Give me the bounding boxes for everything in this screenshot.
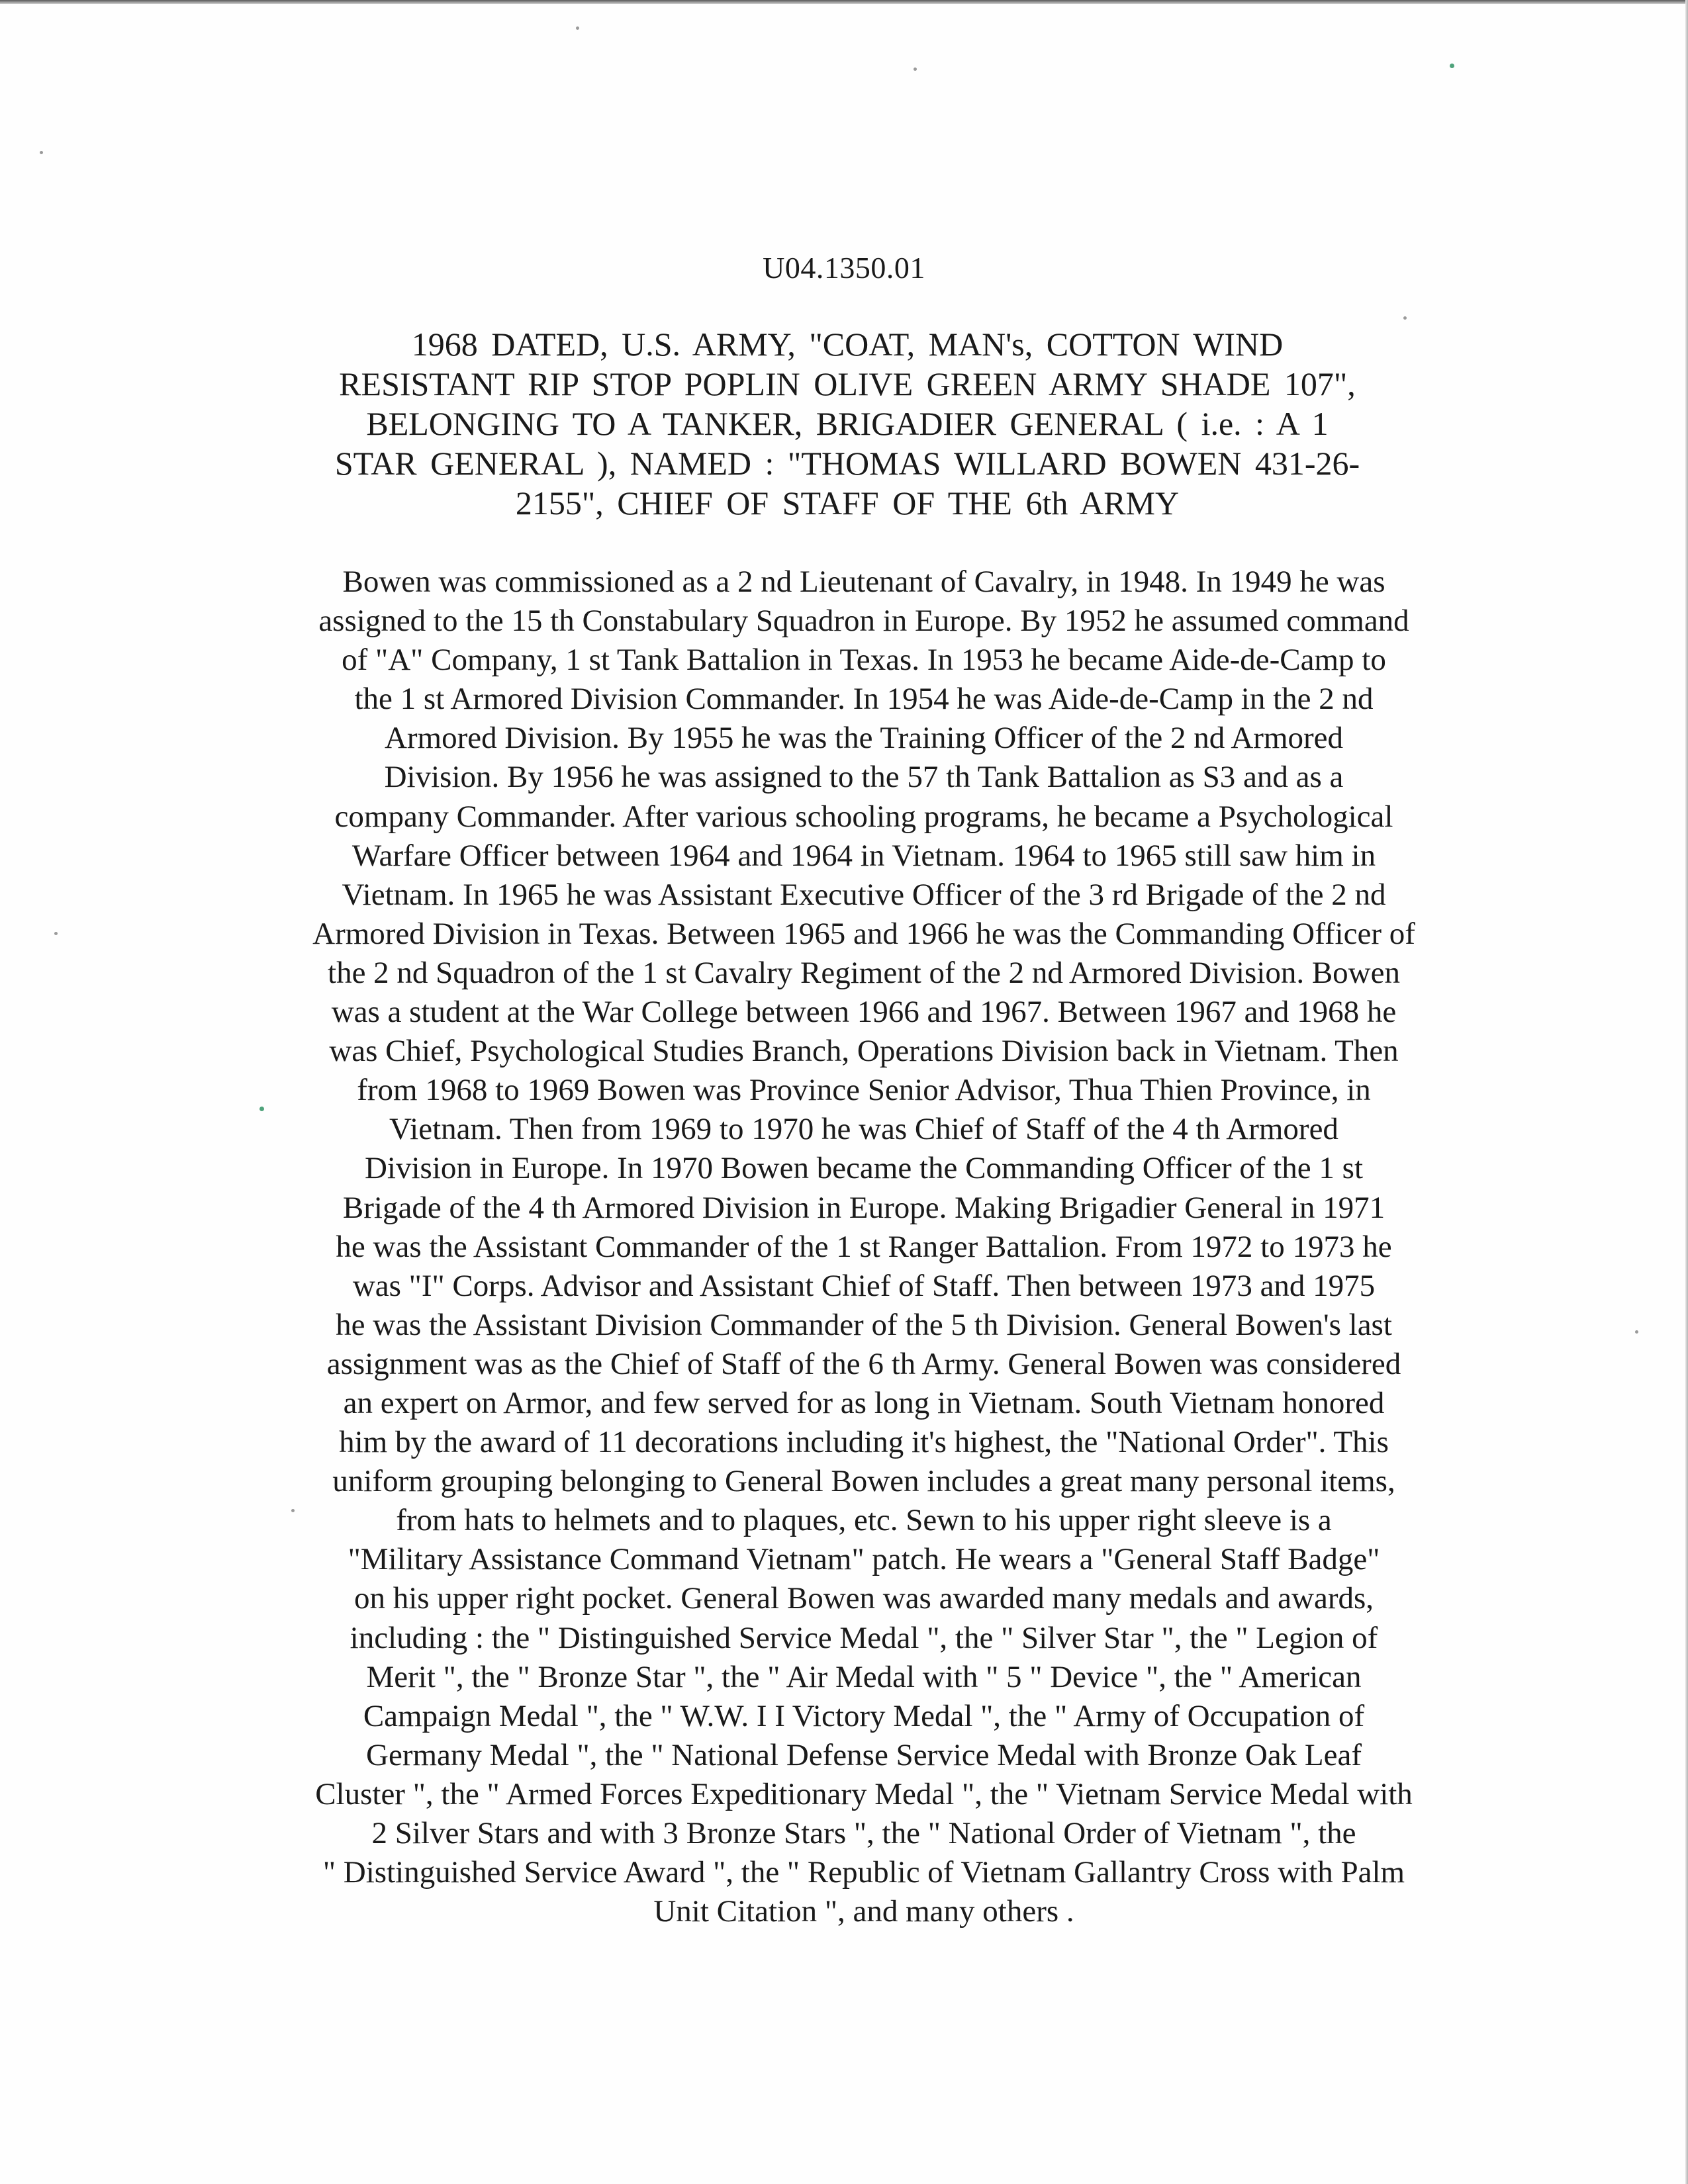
body-line: an expert on Armor, and few served for as long in Vietnam. South Vietnam honored <box>343 1385 1385 1420</box>
body-line: 2 Silver Stars and with 3 Bronze Stars ", the " National Order of Vietnam ", the <box>371 1816 1356 1850</box>
body-line: assigned to the 15 th Constabulary Squadron in Europe. By 1952 he assumed command <box>318 604 1409 639</box>
body-line: was Chief, Psychological Studies Branch, Operations Division back in Vietnam. Then <box>329 1034 1399 1069</box>
body-line: Division in Europe. In 1970 Bowen became the Commanding Officer of the 1 st <box>364 1151 1364 1186</box>
body-line: Armored Division in Texas. Between 1965 and 1966 he was the Commanding Officer of <box>312 916 1415 951</box>
title-line: RESISTANT RIP STOP POPLIN OLIVE GREEN ARMY SHADE 107", <box>339 365 1356 402</box>
document-title <box>265 324 1430 523</box>
body-line: Campaign Medal ", the " W.W. I I Victory Medal ", the " Army of Occupation of <box>363 1698 1365 1733</box>
body-line: including : the " Distinguished Service Medal ", the " Silver Star ", the " Legion of <box>350 1620 1378 1655</box>
body-line: " Distinguished Service Award ", the " Republic of Vietnam Gallantry Cross with Palm <box>322 1855 1405 1890</box>
scan-speck <box>40 151 43 154</box>
title-line: STAR GENERAL ), NAMED : "THOMAS WILLARD BOWEN 431-26- <box>334 445 1360 482</box>
scan-edge-top <box>0 0 1688 4</box>
title-line: 2155", CHIEF OF STAFF OF THE 6th ARMY <box>515 484 1180 522</box>
scan-speck <box>1450 64 1454 68</box>
body-line: Bowen was commissioned as a 2 nd Lieutenant of Cavalry, in 1948. In 1949 he was <box>342 565 1385 599</box>
scan-speck <box>1403 316 1407 320</box>
document-body <box>258 563 1470 1931</box>
scan-speck <box>1635 1330 1638 1334</box>
scan-speck <box>54 932 58 935</box>
body-line: Brigade of the 4 th Armored Division in Europe. Making Brigadier General in 1971 <box>342 1190 1385 1225</box>
title-line: 1968 DATED, U.S. ARMY, "COAT, MAN's, COTTON WIND <box>411 326 1284 363</box>
body-line: he was the Assistant Division Commander of the 5 th Division. General Bowen's last <box>336 1307 1392 1342</box>
body-line: Warfare Officer between 1964 and 1964 in Vietnam. 1964 to 1965 still saw him in <box>352 838 1376 873</box>
body-line: Vietnam. In 1965 he was Assistant Executive Officer of the 3 rd Brigade of the 2 nd <box>342 877 1386 912</box>
body-line: Merit ", the " Bronze Star ", the " Air Medal with " 5 " Device ", the " American <box>366 1659 1362 1694</box>
document-id: U04.1350.01 <box>763 251 925 285</box>
body-line: he was the Assistant Commander of the 1 st Ranger Battalion. From 1972 to 1973 he <box>336 1229 1392 1264</box>
scan-speck <box>576 26 579 30</box>
body-line: "Military Assistance Command Vietnam" patch. He wears a "General Staff Badge" <box>348 1542 1380 1577</box>
body-line: Unit Citation ", and many others . <box>653 1894 1074 1929</box>
body-line: assignment was as the Chief of Staff of the 6 th Army. General Bowen was considered <box>326 1346 1401 1381</box>
body-line: Division. By 1956 he was assigned to the 57 th Tank Battalion as S3 and as a <box>384 760 1344 795</box>
body-line: of "A" Company, 1 st Tank Battalion in Texas. In 1953 he became Aide-de-Camp to <box>342 643 1386 678</box>
body-line: Vietnam. Then from 1969 to 1970 he was Chief of Staff of the 4 th Armored <box>389 1112 1338 1147</box>
body-line: the 1 st Armored Division Commander. In 1954 he was Aide-de-Camp in the 2 nd <box>354 682 1374 717</box>
scan-speck <box>914 68 917 71</box>
scan-edge-right <box>1685 0 1688 2184</box>
body-line: uniform grouping belonging to General Bowen includes a great many personal items, <box>332 1464 1395 1499</box>
body-line: Cluster ", the " Armed Forces Expeditionary Medal ", the " Vietnam Service Medal with <box>315 1776 1413 1811</box>
body-line: was a student at the War College between 1966 and 1967. Between 1967 and 1968 he <box>331 995 1397 1030</box>
title-line: BELONGING TO A TANKER, BRIGADIER GENERAL ( i.e. : A 1 <box>366 405 1329 442</box>
body-line: Armored Division. By 1955 he was the Training Officer of the 2 nd Armored <box>384 721 1344 756</box>
body-line: him by the award of 11 decorations including it's highest, the "National Order". This <box>339 1425 1389 1460</box>
body-line: from 1968 to 1969 Bowen was Province Senior Advisor, Thua Thien Province, in <box>357 1073 1371 1108</box>
body-line: on his upper right pocket. General Bowen was awarded many medals and awards, <box>353 1581 1374 1616</box>
body-line: from hats to helmets and to plaques, etc. Sewn to his upper right sleeve is a <box>396 1503 1332 1538</box>
body-line: Germany Medal ", the " National Defense Service Medal with Bronze Oak Leaf <box>366 1737 1362 1772</box>
body-line: was "I" Corps. Advisor and Assistant Chief of Staff. Then between 1973 and 1975 <box>352 1268 1376 1303</box>
body-line: the 2 nd Squadron of the 1 st Cavalry Regiment of the 2 nd Armored Division. Bowen <box>328 955 1400 990</box>
body-line: company Commander. After various schooling programs, he became a Psychological <box>334 799 1393 834</box>
